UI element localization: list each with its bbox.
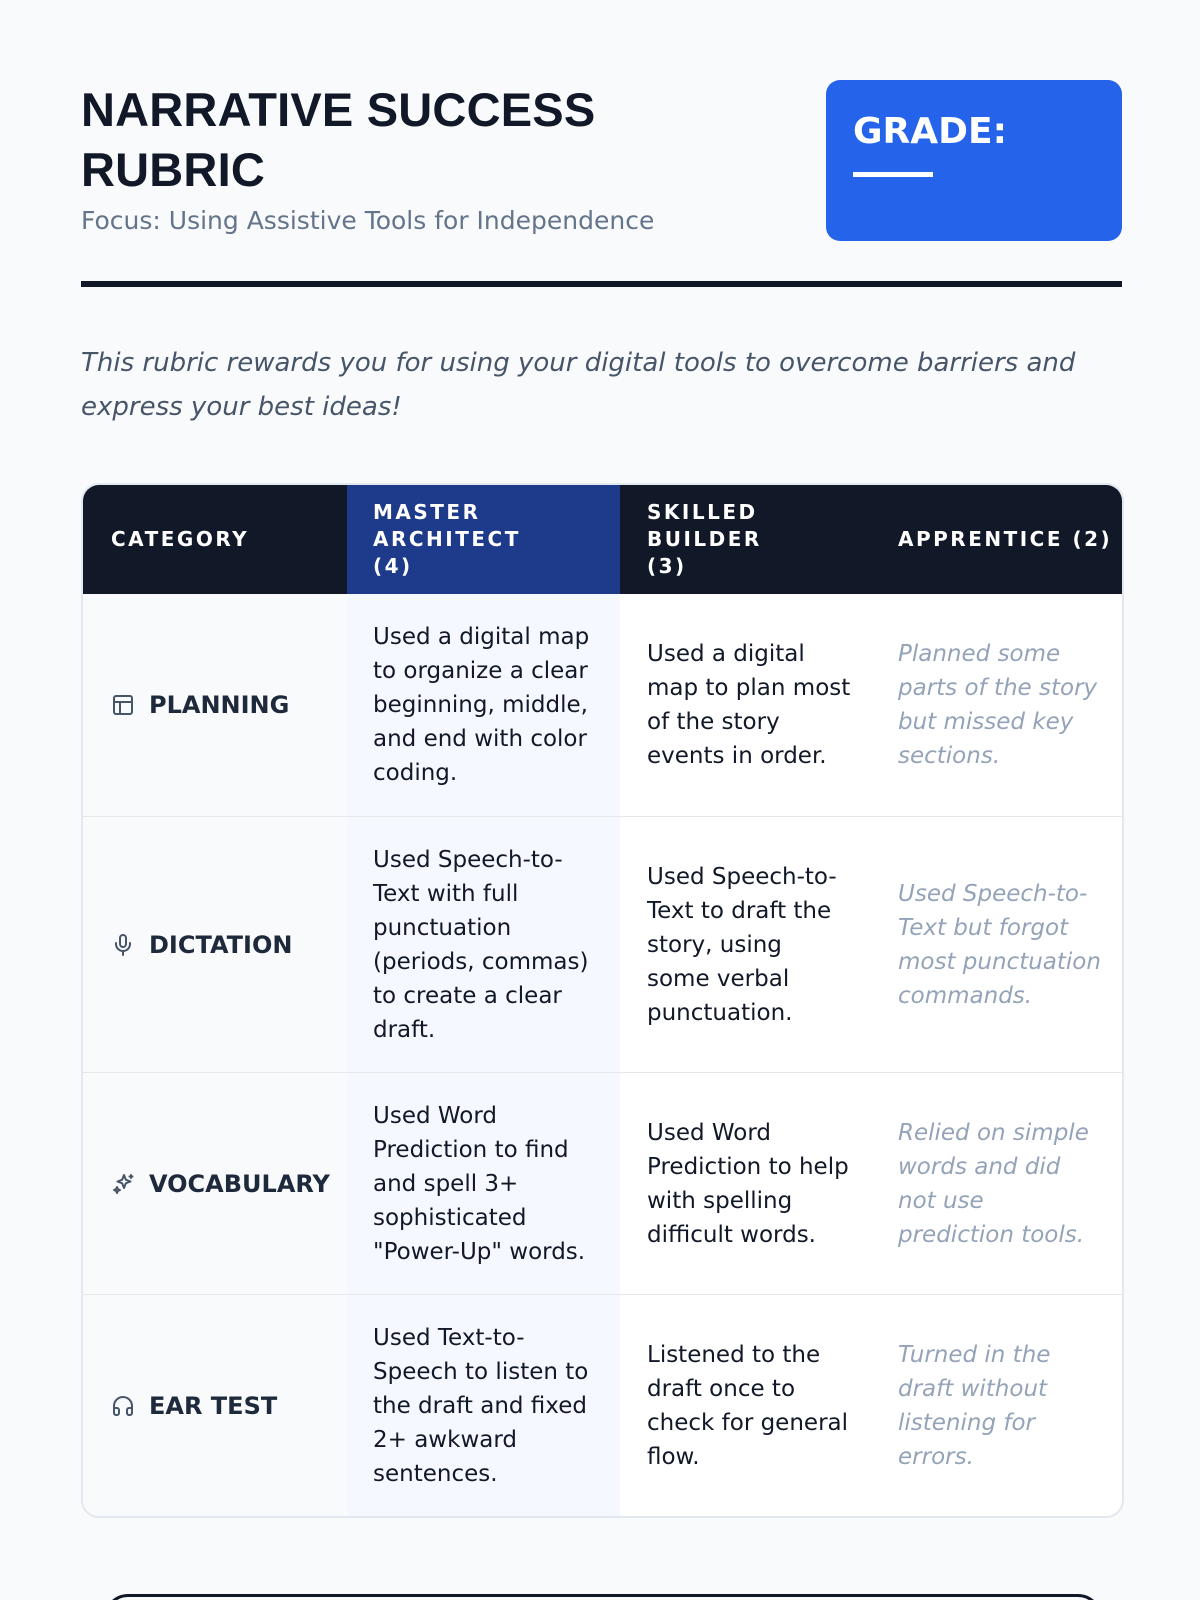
apprentice-cell: Turned in the draft without listening for errors. [898,1341,1051,1470]
header-master-architect [347,485,620,594]
category-label: PLANNING [149,691,290,719]
next-section-card [104,1594,1102,1600]
header-divider [81,281,1122,287]
category-label: VOCABULARY [149,1169,330,1198]
master-cell: Used a digital map to organize a clear beginning, middle, and end with color coding. [347,594,620,816]
page-subtitle: Focus: Using Assistive Tools for Independence [81,206,655,235]
category-label: DICTATION [149,930,293,959]
table-row-ear-test [83,1295,1122,1516]
header-skilled-builder [620,485,871,594]
grade-box [826,80,1122,241]
intro-text: This rubric rewards you for using your digital tools to overcome barriers and express your best ideas! [81,348,1076,422]
table-body [83,594,1122,1516]
category-cell [83,594,347,816]
skilled-cell: Used Word Prediction to help with spelling difficult words. [647,1119,849,1248]
skilled-cell: Used a digital map to plan most of the story events in order. [647,641,851,769]
apprentice-cell: Used Speech-to-Text but forgot most punctuation commands. [898,880,1101,1009]
table-row-dictation [83,817,1122,1073]
apprentice-cell: Relied on simple words and did not use prediction tools. [898,1119,1089,1248]
table-header [83,485,1122,594]
master-cell: Used Speech-to-Text with full punctuation (periods, commas) to create a clear draft. [347,817,620,1072]
table-row-vocabulary [83,1073,1122,1295]
layout-icon [111,693,135,717]
table-row-planning [83,594,1122,817]
master-cell: Used Word Prediction to find and spell 3+ sophisticated "Power-Up" words. [347,1073,620,1294]
microphone-icon [111,933,135,957]
rubric-table [81,483,1124,1518]
category-label: EAR TEST [149,1391,278,1420]
header-category: CATEGORY [111,527,250,551]
category-cell [83,1073,347,1294]
header-skilled-label: SKILLED BUILDER (3) [647,500,762,578]
grade-blank-line [853,172,933,177]
page-title: NARRATIVE SUCCESS RUBRIC [81,83,596,196]
master-cell: Used Text-to-Speech to listen to the draft and fixed 2+ awkward sentences. [347,1295,620,1516]
category-cell [83,1295,347,1516]
header-apprentice: APPRENTICE (2) [898,527,1113,551]
skilled-cell: Used Speech-to-Text to draft the story, using some verbal punctuation. [647,863,837,1026]
headphones-icon [111,1394,135,1418]
header [81,80,1122,242]
apprentice-cell: Planned some parts of the story but missed key sections. [898,641,1098,769]
sparkles-icon [111,1172,135,1196]
grade-label: GRADE: [853,111,1008,152]
category-cell [83,817,347,1072]
skilled-cell: Listened to the draft once to check for general flow. [647,1341,849,1470]
header-master-label: MASTER ARCHITECT (4) [373,500,521,578]
